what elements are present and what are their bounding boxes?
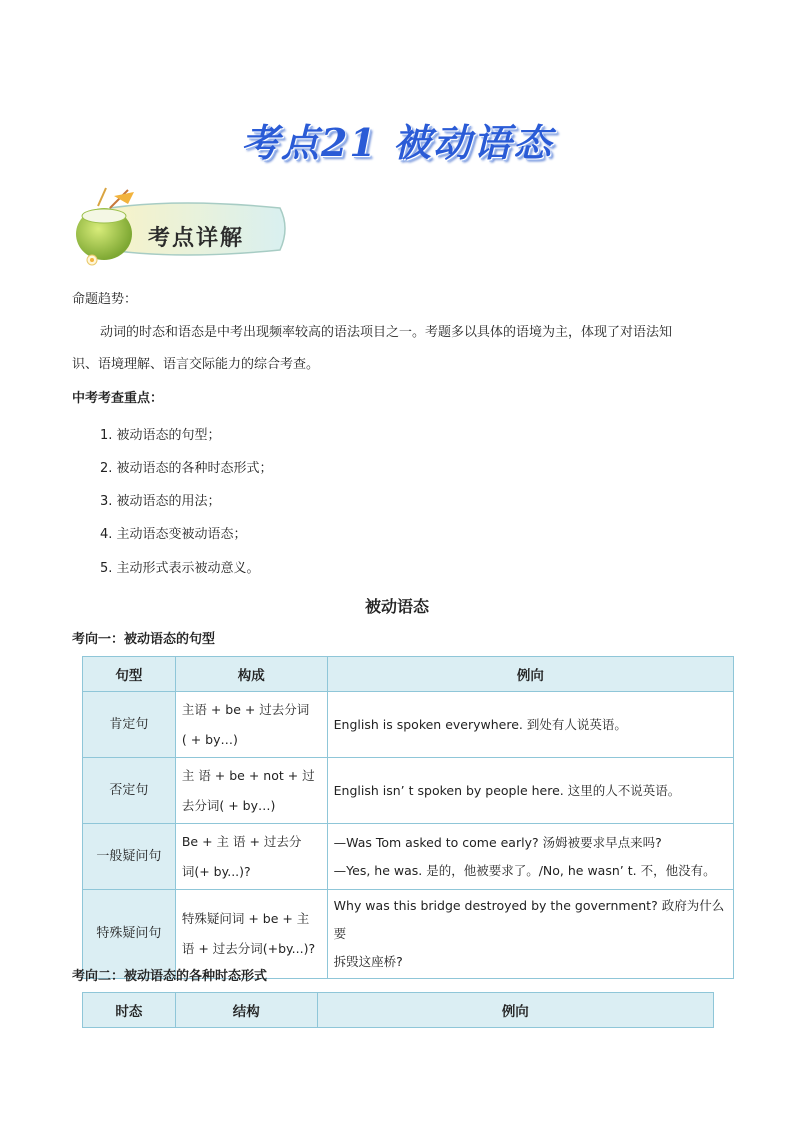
table-row (83, 692, 734, 758)
structure-line: ( + by…) (181, 731, 238, 747)
structure-line: 语 + 过去分词(+by...)? (181, 941, 316, 956)
page-title: 考点21 被动语态 (240, 120, 554, 165)
row-example (327, 758, 733, 824)
table-row (83, 890, 734, 979)
row-type: 肯定句 (83, 692, 176, 758)
structure-line: 特殊疑问词 + be + 主 (181, 911, 310, 926)
row-example (327, 824, 733, 890)
header-structure: 构成 (175, 657, 327, 692)
example-line: Why was this bridge destroyed by the government? 政府为什么要 (333, 898, 725, 941)
intro-paragraph-line1: 动词的时态和语态是中考出现频率较高的语法项目之一。考题多以具体的语境为主，体现了对语法知 (100, 325, 673, 340)
header-tense: 时态 (83, 993, 176, 1028)
example-line: —Was Tom asked to come early? 汤姆被要求早点来吗? (333, 834, 662, 850)
row-example (327, 890, 733, 979)
direction2-heading: 考向二：被动语态的各种时态形式 (72, 969, 268, 984)
section-title: 被动语态 (364, 597, 429, 616)
example-line: English is spoken everywhere. 到处有人说英语。 (333, 716, 627, 732)
structure-line: 主 语 + be + not + 过 (181, 767, 315, 783)
tense-forms-table (82, 992, 714, 1028)
example-line: English isn’ t spoken by people here. 这里的人不说英语。 (333, 782, 681, 798)
row-type: 否定句 (83, 758, 176, 824)
structure-line: 去分词( + by…) (181, 797, 276, 813)
intro-paragraph-line2: 识、语境理解、语言交际能力的综合考查。 (72, 357, 320, 372)
focus-item-2: 2. 被动语态的各种时态形式； (100, 461, 273, 476)
structure-line: 主语 + be + 过去分词 (181, 701, 310, 717)
row-structure (175, 824, 327, 890)
direction1-heading: 考向一：被动语态的句型 (72, 632, 216, 647)
table-row (83, 824, 734, 890)
row-structure (175, 890, 327, 979)
focus-item-3: 3. 被动语态的用法； (100, 494, 221, 509)
header-example: 例向 (327, 657, 733, 692)
focus-heading: 中考考查重点： (72, 391, 164, 406)
focus-item-4: 4. 主动语态变被动语态； (100, 527, 247, 542)
table-row (83, 758, 734, 824)
example-line: —Yes, he was. 是的，他被要求了。/No, he wasn’ t. 不，他没有。 (333, 862, 716, 878)
header-example: 例向 (317, 993, 713, 1028)
row-structure (175, 758, 327, 824)
row-type: 特殊疑问句 (83, 890, 176, 979)
header-pattern: 句型 (83, 657, 176, 692)
header-structure: 结构 (175, 993, 317, 1028)
focus-item-1: 1. 被动语态的句型； (100, 428, 221, 443)
trend-heading: 命题趋势： (72, 292, 138, 307)
banner-label: 考点详解 (148, 225, 245, 251)
example-line: 拆毁这座桥? (333, 954, 403, 969)
row-example (327, 692, 733, 758)
row-structure (175, 692, 327, 758)
sentence-pattern-table (82, 656, 734, 979)
structure-line: Be + 主 语 + 过去分 (181, 833, 302, 849)
structure-line: 词(+ by...)? (181, 863, 251, 879)
focus-item-5: 5. 主动形式表示被动意义。 (100, 561, 260, 576)
row-type: 一般疑问句 (83, 824, 176, 890)
